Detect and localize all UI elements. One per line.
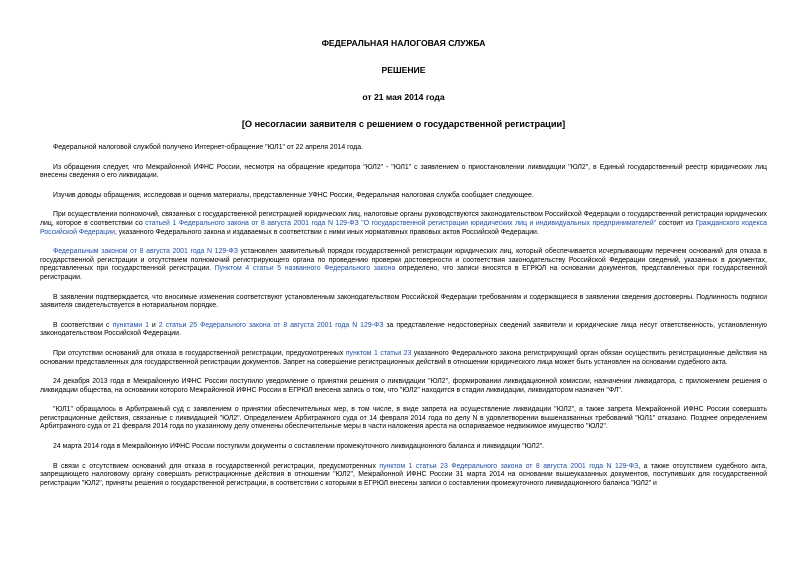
doc-type: РЕШЕНИЕ xyxy=(381,65,426,75)
paragraph: Федеральным законом от 8 августа 2001 года N 129-ФЗ установлен заявительный порядок государственной регистрации юридических лиц, который обеспечивается исчерпывающим перечнем оснований для отказа в государственной регистрации и отсутствием полномочий регистрирующего органа по проведению проверки достоверности и соответствия законодательству Российской Федерации сведений, указанных в документах, представленных при государственной регистрации. Пунктом 4 статьи 5 названного Федерального закона определено, что записи вносятся в ЕГРЮЛ на основании документов, представленных при государственной регистрации. xyxy=(40,248,767,281)
law-link[interactable]: пунктом 1 статьи 23 xyxy=(345,349,412,357)
doc-date: от 21 мая 2014 года xyxy=(362,92,445,102)
paragraph: При отсутствии оснований для отказа в государственной регистрации, предусмотренных пунктом 1 статьи 23 указанного Федерального закона регистрирующий орган обязан осуществить регистрационные действия на основании представленных для государственной регистрации документов. Запрет на совершение регистрационных действий в отношении юридического лица может быть установлен на основании судебного акта. xyxy=(40,349,767,366)
law-link[interactable]: статьей 1 Федерального закона от 8 августа 2001 года N 129-ФЗ "О государственной регистрации юридических лиц и индивидуальных предпринимателей" xyxy=(145,219,657,227)
law-link[interactable]: Гражданского кодекса Российской Федерации xyxy=(40,219,768,236)
paragraph: 24 марта 2014 года в Межрайонную ИФНС России поступили документы о составлении промежуточного ликвидационного баланса и ликвидации "ЮЛ2". xyxy=(53,443,545,451)
law-link[interactable]: 2 статьи 25 Федерального закона от 8 августа 2001 года N 129-ФЗ xyxy=(158,321,384,329)
paragraph: В заявлении подтверждается, что вносимые изменения соответствуют установленным законодательством Российской Федерации требованиям и содержащиеся в заявлении сведения достоверны. Подлинность подписи заявителя свидетельствуется в нотариальном порядке. xyxy=(40,293,767,310)
document xyxy=(40,38,767,499)
paragraph: "ЮЛ1" обращалось в Арбитражный суд с заявлением о принятии обеспечительных мер, в том числе, в виде запрета на осуществление ликвидации "ЮЛ2", а также запрета Межрайонной ИФНС России совершать регистрационные действия, связанные с ликвидацией "ЮЛ2". Определением Арбитражного суда от 14 февраля 2014 года по делу N в удовлетворении вышеназванных требований "ЮЛ1" отказано. Позднее определением Арбитражного суда от 21 февраля 2014 года по указанному делу отменены обеспечительные меры в части наложения ареста на оспариваемое недвижимое имущество "ЮЛ2". xyxy=(40,406,767,431)
paragraph: В связи с отсутствием оснований для отказа в государственной регистрации, предусмотренных пунктом 1 статьи 23 Федерального закона от 8 августа 2001 года N 129-ФЗ, а также отсутствием судебного акта, запрещающего налоговому органу совершать регистрационные действия в отношении "ЮЛ2", Межрайонной ИФНС России 31 марта 2014 на основании вышеуказанных документов, поступивших для государственной регистрации "ЮЛ2", приняты решения о государственной регистрации, в соответствии с которыми в ЕГРЮЛ внесены записи о составлении промежуточного ликвидационного баланса "ЮЛ2" и xyxy=(40,462,767,487)
paragraph: При осуществлении полномочий, связанных с государственной регистрацией юридических лиц, налоговые органы руководствуются законодательством Российской Федерации о государственной регистрации юридических лиц, которое в соответствии со статьей 1 Федерального закона от 8 августа 2001 года N 129-ФЗ "О государственной регистрации юридических лиц и индивидуальных предпринимателей" состоит из Гражданского кодекса Российской Федерации, указанного Федерального закона и издаваемых в соответствии с ними иных нормативных правовых актов Российской Федерации. xyxy=(40,211,768,236)
law-link[interactable]: пунктами 1 xyxy=(112,321,149,329)
law-link[interactable]: пунктом 1 статьи 23 Федерального закона от 8 августа 2001 года N 129-ФЗ xyxy=(379,462,639,470)
paragraph: В соответствии с пунктами 1 и 2 статьи 25 Федерального закона от 8 августа 2001 года N 129-ФЗ за представление недостоверных сведений заявители и юридические лица несут ответственность, установленную законодательством Российской Федерации. xyxy=(40,321,767,338)
paragraph: 24 декабря 2013 года в Межрайонную ИФНС России поступило уведомление о принятии решения о ликвидации "ЮЛ2", формировании ликвидационной комиссии, назначении ликвидатора, с приложением решения о ликвидации общества, на основании которого Межрайонной ИФНС России в ЕГРЮЛ внесена запись о том, что "ЮЛ2" находится в стадии ликвидации, ликвидатором назначен "ФЛ". xyxy=(40,378,767,394)
law-link[interactable]: Федеральным законом от 8 августа 2001 года N 129-ФЗ xyxy=(53,248,238,256)
doc-subject: [О несогласии заявителя с решением о государственной регистрации] xyxy=(241,119,566,129)
paragraph: Федеральной налоговой службой получено Интернет-обращение "ЮЛ1" от 22 апреля 2014 года. xyxy=(53,144,363,151)
paragraph: Изучив доводы обращения, исследовав и оценив материалы, представленные УФНС России, Федеральная налоговая служба сообщает следующее. xyxy=(53,191,534,199)
paragraph: Из обращения следует, что Межрайонной ИФНС России, несмотря на обращение кредитора "ЮЛ2" - "ЮЛ1" с заявлением о приостановлении ликвидации "ЮЛ2", в Единый государственный реестр юридических лиц внесены сведения о его ликвидации. xyxy=(40,163,767,180)
org-title: ФЕДЕРАЛЬНАЯ НАЛОГОВАЯ СЛУЖБА xyxy=(321,38,486,48)
law-link[interactable]: Пунктом 4 статьи 5 названного Федерального закона xyxy=(214,265,396,273)
